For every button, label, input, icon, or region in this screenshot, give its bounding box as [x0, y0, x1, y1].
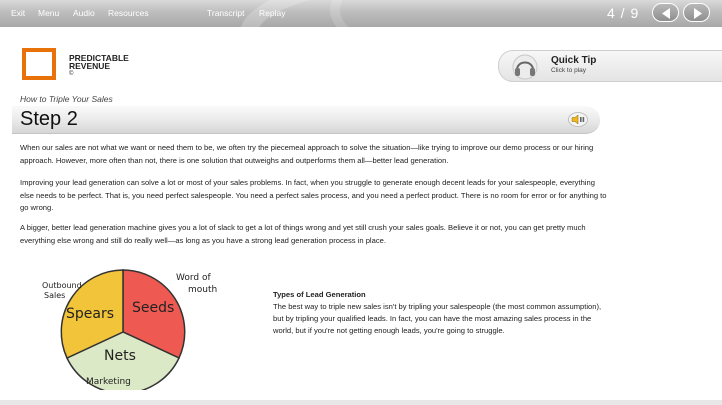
label-word-of: Word of	[176, 273, 211, 283]
quick-tip-subtitle: Click to play	[551, 67, 587, 74]
label-sales: Sales	[44, 291, 66, 300]
label-outbound: Outbound	[42, 281, 82, 290]
slice-label-nets: Nets	[104, 348, 136, 364]
logo-text	[69, 54, 129, 78]
slice-label-spears: Spears	[66, 306, 115, 322]
lead-generation-pie-diagram	[36, 262, 236, 390]
paragraph-3: A bigger, better lead generation machine gives you a lot of slack to get a lot of things wrong and yet still crush your sales goals. Believe it or not, you can get pretty much everything else wrong and still do really well—as long as you have a strong lead generation process in place.	[20, 223, 586, 245]
arrow-right-icon	[684, 4, 711, 23]
page-counter: 4 / 9	[607, 5, 640, 21]
logo	[22, 48, 64, 80]
speaker-icon[interactable]	[568, 112, 588, 127]
next-page-button[interactable]	[683, 3, 710, 22]
slice-label-seeds: Seeds	[132, 300, 175, 316]
bottom-bar	[0, 400, 722, 405]
lead-section-title: Types of Lead Generation	[273, 290, 366, 299]
logo-line-1: PREDICTABLE	[69, 53, 129, 63]
label-mouth: mouth	[188, 285, 218, 295]
top-nav-bar	[0, 0, 722, 27]
quick-tip-title: Quick Tip	[551, 55, 597, 66]
paragraph-2: Improving your lead generation can solve a lot or most of your sales problems. In fact, when you struggle to generate enough decent leads for your salespeople, everything else needs to be perfect. That is, you need perfect salespeople. You need a perfect sales process, and you need a perfect product. There is no room for error or for anything to go wrong.	[20, 178, 607, 212]
lead-section-body: The best way to triple new sales isn't by tripling your salespeople (the most common assumption), but by tripling your qualified leads. In fact, you can have the most amazing sales process in the world, but if you're not getting enough leads, you're going to struggle.	[273, 302, 602, 335]
quick-tip-button[interactable]	[498, 50, 722, 82]
menu-button[interactable]: Menu	[38, 8, 60, 18]
step-header	[12, 106, 600, 134]
logo-copyright: ©	[69, 71, 74, 77]
logo-square-icon	[22, 48, 56, 80]
resources-button[interactable]: Resources	[108, 8, 149, 18]
previous-page-button[interactable]	[652, 3, 679, 22]
headphones-icon	[511, 54, 539, 80]
arrow-left-icon	[653, 4, 680, 23]
transcript-button[interactable]: Transcript	[207, 8, 245, 18]
step-title: Step 2	[20, 108, 78, 130]
logo-line-2: REVENUE	[69, 61, 111, 71]
exit-button[interactable]: Exit	[11, 8, 26, 18]
replay-button[interactable]: Replay	[259, 8, 286, 18]
course-title: How to Triple Your Sales	[20, 94, 113, 104]
label-marketing: Marketing	[86, 377, 131, 387]
audio-button[interactable]: Audio	[73, 8, 95, 18]
paragraph-1: When our sales are not what we want or need them to be, we often try the piecemeal approach to solve the situation—like trying to improve our demo process or our hiring approach. However, more often than not, there is one solution that outweighs and outperforms them all—better lead generation.	[20, 143, 594, 165]
